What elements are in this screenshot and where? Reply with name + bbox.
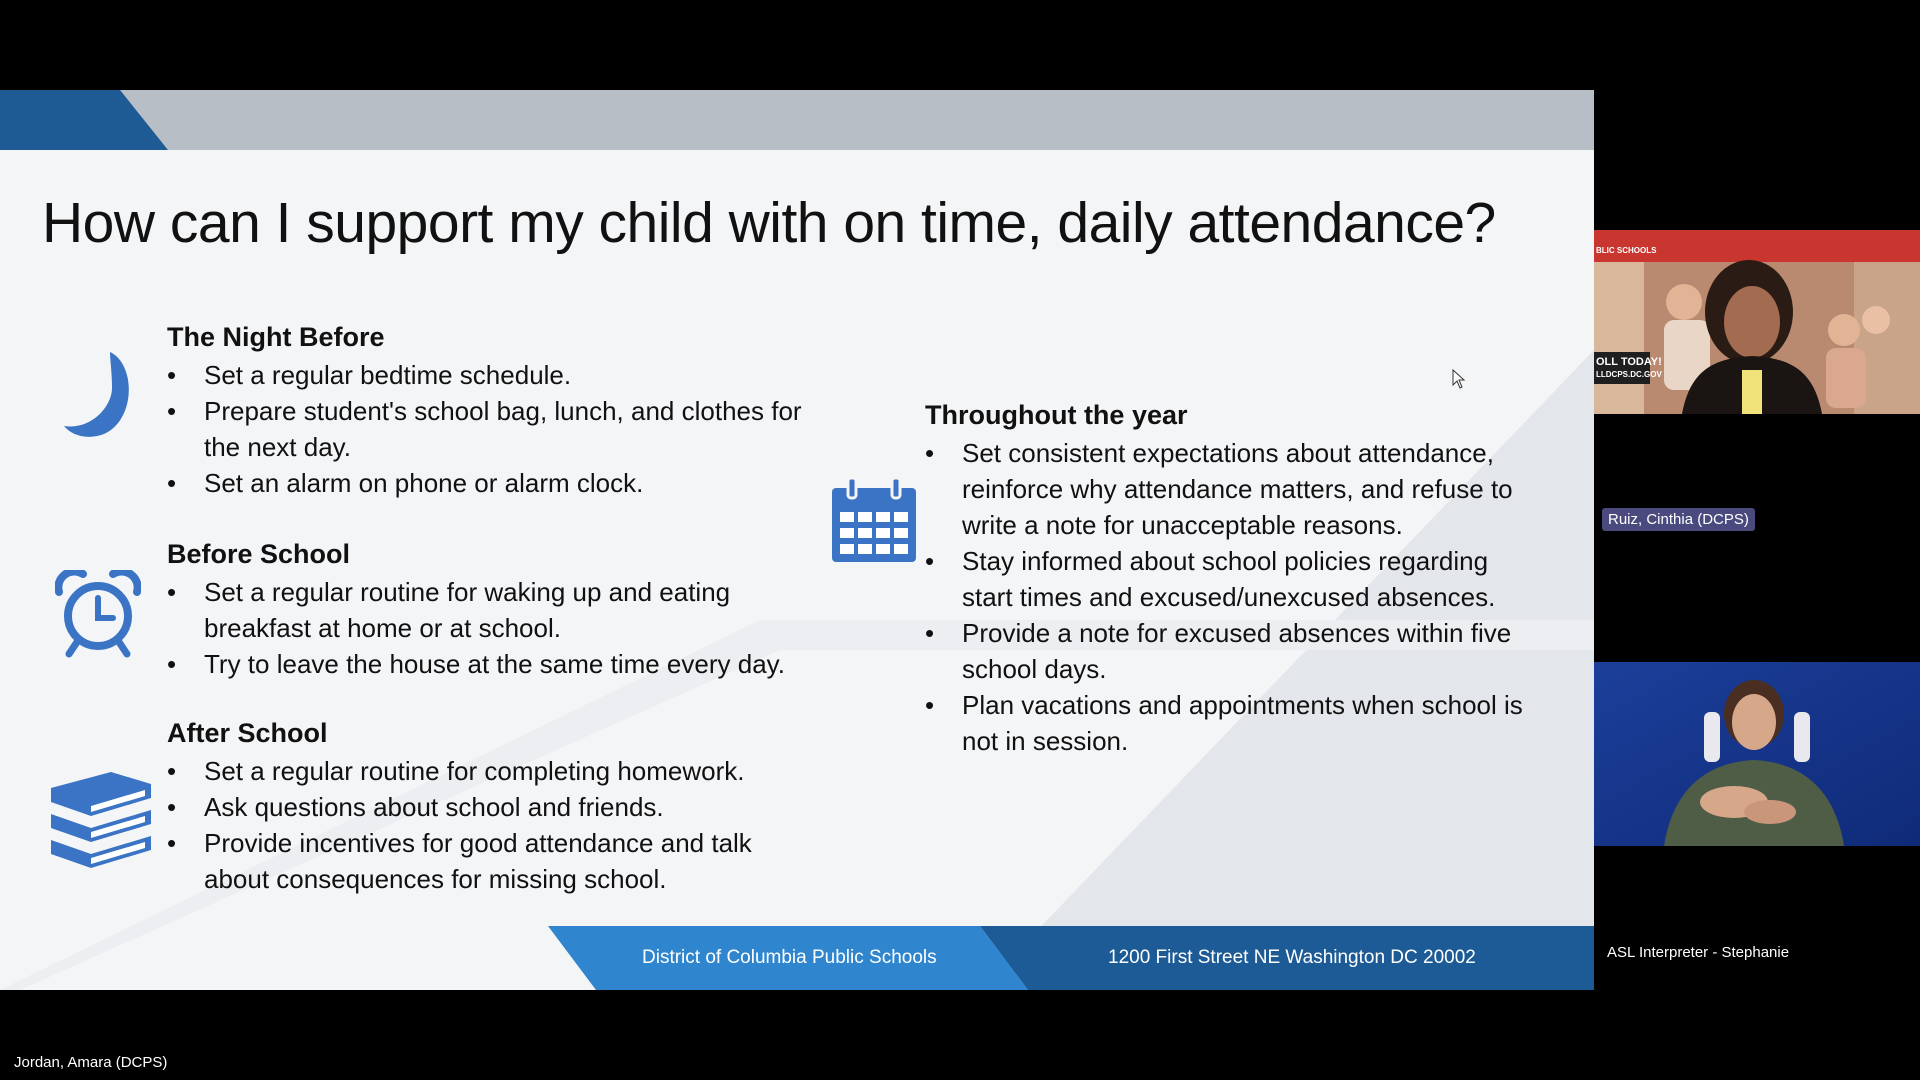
presenter-bg-url: LLDCPS.DC.GOV: [1596, 370, 1662, 379]
footer-org: District of Columbia Public Schools: [642, 947, 937, 968]
interpreter-video-tile[interactable]: [1594, 662, 1920, 846]
interpreter-video: [1594, 662, 1920, 846]
bullet-list: [167, 357, 827, 501]
interpreter-name-tag: ASL Interpreter - Stephanie: [1607, 944, 1790, 961]
presenter-bg-banner: BLIC SCHOOLS: [1596, 246, 1657, 255]
section-night-before: [167, 322, 827, 501]
alarm-clock-icon: [55, 570, 141, 658]
moon-icon: [62, 350, 134, 438]
slide-title: How can I support my child with on time, daily attendance?: [42, 191, 1496, 255]
list-item: • Stay informed about school policies regarding start times and excused/unexcused absences.: [925, 543, 1542, 615]
list-item: • Set a regular bedtime schedule.: [167, 357, 827, 393]
list-item: • Set an alarm on phone or alarm clock.: [167, 465, 827, 501]
presenter-video: [1594, 230, 1920, 414]
bullet-list: [925, 435, 1565, 759]
list-item: • Try to leave the house at the same time every day.: [167, 646, 827, 682]
section-heading: Throughout the year: [925, 400, 1188, 430]
section-heading: Before School: [167, 539, 351, 569]
bullet-list: [167, 574, 827, 682]
presenter-video-tile[interactable]: [1594, 230, 1920, 414]
list-item: • Set a regular routine for completing homework.: [167, 753, 827, 789]
books-icon: [47, 766, 155, 868]
list-item: • Provide incentives for good attendance and talk about consequences for missing school.: [167, 825, 804, 897]
self-name-tag: Jordan, Amara (DCPS): [14, 1054, 168, 1071]
bullet-list: [167, 753, 827, 897]
presenter-bg-enroll: OLL TODAY!: [1596, 356, 1662, 368]
section-heading: The Night Before: [167, 322, 385, 352]
section-after-school: [167, 718, 827, 897]
list-item: • Ask questions about school and friends.: [167, 789, 827, 825]
list-item: • Set consistent expectations about attendance, reinforce why attendance matters, and refuse to write a note for unacceptable reasons.: [925, 435, 1562, 543]
mouse-cursor-icon: [1452, 369, 1466, 389]
section-heading: After School: [167, 718, 328, 748]
list-item: • Prepare student's school bag, lunch, and clothes for the next day.: [167, 393, 804, 465]
presenter-name-badge: Ruiz, Cinthia (DCPS): [1602, 508, 1755, 531]
list-item: • Set a regular routine for waking up and eating breakfast at home or at school.: [167, 574, 734, 646]
header-band: [0, 90, 1594, 150]
section-throughout-year: [925, 400, 1565, 759]
list-item: • Provide a note for excused absences within five school days.: [925, 615, 1522, 687]
list-item: • Plan vacations and appointments when school is not in session.: [925, 687, 1565, 759]
footer-address: 1200 First Street NE Washington DC 20002: [1108, 947, 1476, 968]
section-before-school: [167, 539, 827, 682]
calendar-icon: [830, 478, 918, 564]
